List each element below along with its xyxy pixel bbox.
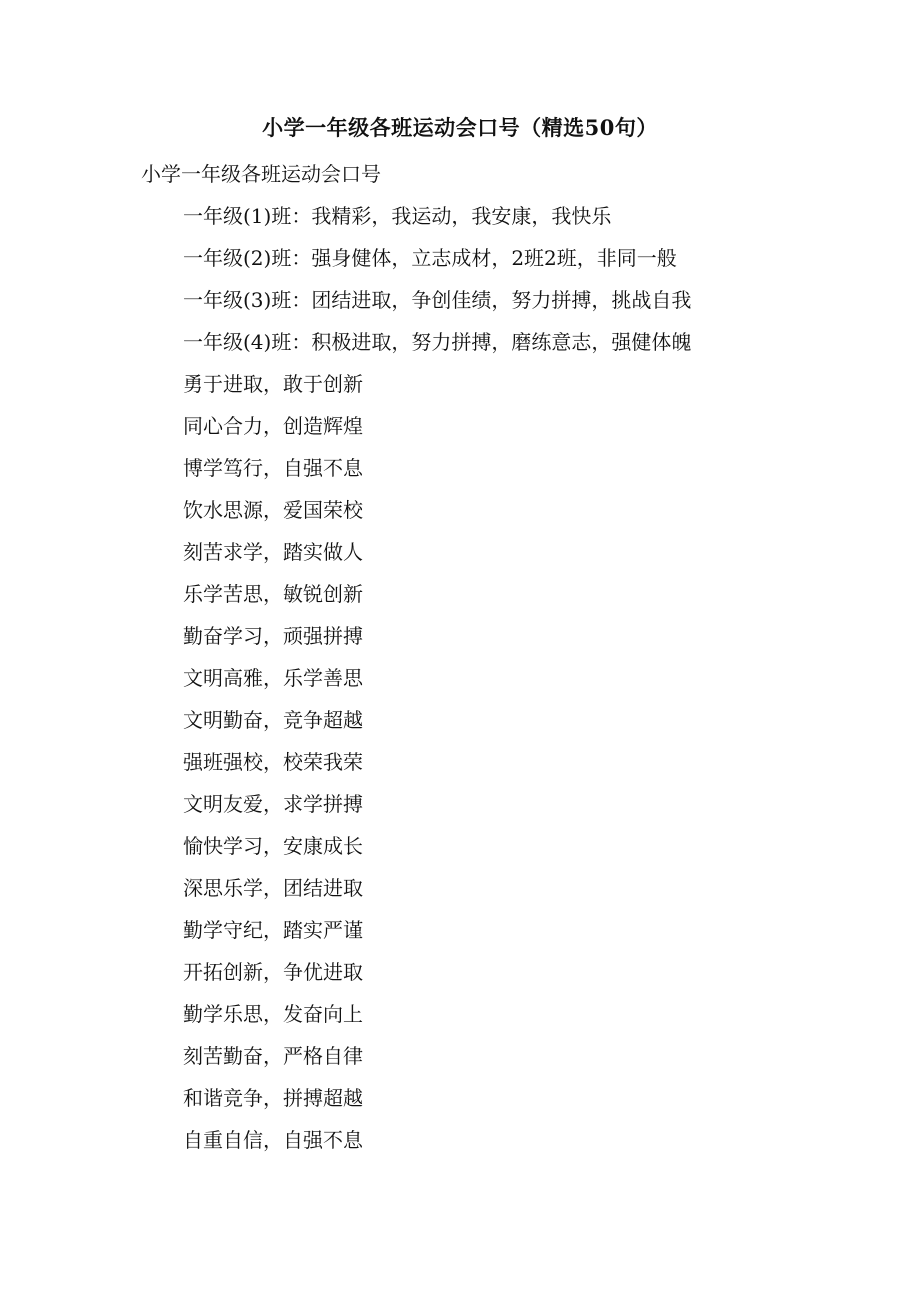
slogan-line: 勤学乐思，发奋向上 xyxy=(183,1002,363,1026)
slogan-line: 强班强校，校荣我荣 xyxy=(183,750,363,774)
slogan-line: 一年级(3)班：团结进取，争创佳绩，努力拼搏，挑战自我 xyxy=(183,288,692,312)
slogan-line: 深思乐学，团结进取 xyxy=(183,876,363,900)
slogan-line: 文明勤奋，竞争超越 xyxy=(183,708,363,732)
document-title: 小学一年级各班运动会口号（精选50句） xyxy=(262,115,658,140)
slogan-line: 文明高雅，乐学善思 xyxy=(183,666,363,690)
slogan-line: 自重自信，自强不息 xyxy=(183,1128,363,1152)
slogan-line: 勤学守纪，踏实严谨 xyxy=(183,918,363,942)
slogan-line: 勇于进取，敢于创新 xyxy=(183,372,363,396)
slogan-line: 文明友爱，求学拼搏 xyxy=(183,792,363,816)
slogan-line: 和谐竞争，拼搏超越 xyxy=(183,1086,363,1110)
slogan-line: 博学笃行，自强不息 xyxy=(183,456,363,480)
slogan-line: 乐学苦思，敏锐创新 xyxy=(183,582,363,606)
slogan-line: 同心合力，创造辉煌 xyxy=(183,414,363,438)
slogan-line: 勤奋学习，顽强拼搏 xyxy=(183,624,363,648)
slogan-list xyxy=(183,198,691,1164)
slogan-line: 一年级(1)班：我精彩，我运动，我安康，我快乐 xyxy=(183,204,612,228)
slogan-line: 刻苦勤奋，严格自律 xyxy=(183,1044,363,1068)
slogan-line: 一年级(2)班：强身健体，立志成材，2班2班，非同一般 xyxy=(183,246,677,270)
slogan-line: 饮水思源，爱国荣校 xyxy=(183,498,363,522)
slogan-line: 一年级(4)班：积极进取，努力拼搏，磨练意志，强健体魄 xyxy=(183,330,692,354)
slogan-line: 愉快学习，安康成长 xyxy=(183,834,363,858)
slogan-line: 开拓创新，争优进取 xyxy=(183,960,363,984)
slogan-line: 刻苦求学，踏实做人 xyxy=(183,540,363,564)
document-subtitle: 小学一年级各班运动会口号 xyxy=(141,162,381,186)
